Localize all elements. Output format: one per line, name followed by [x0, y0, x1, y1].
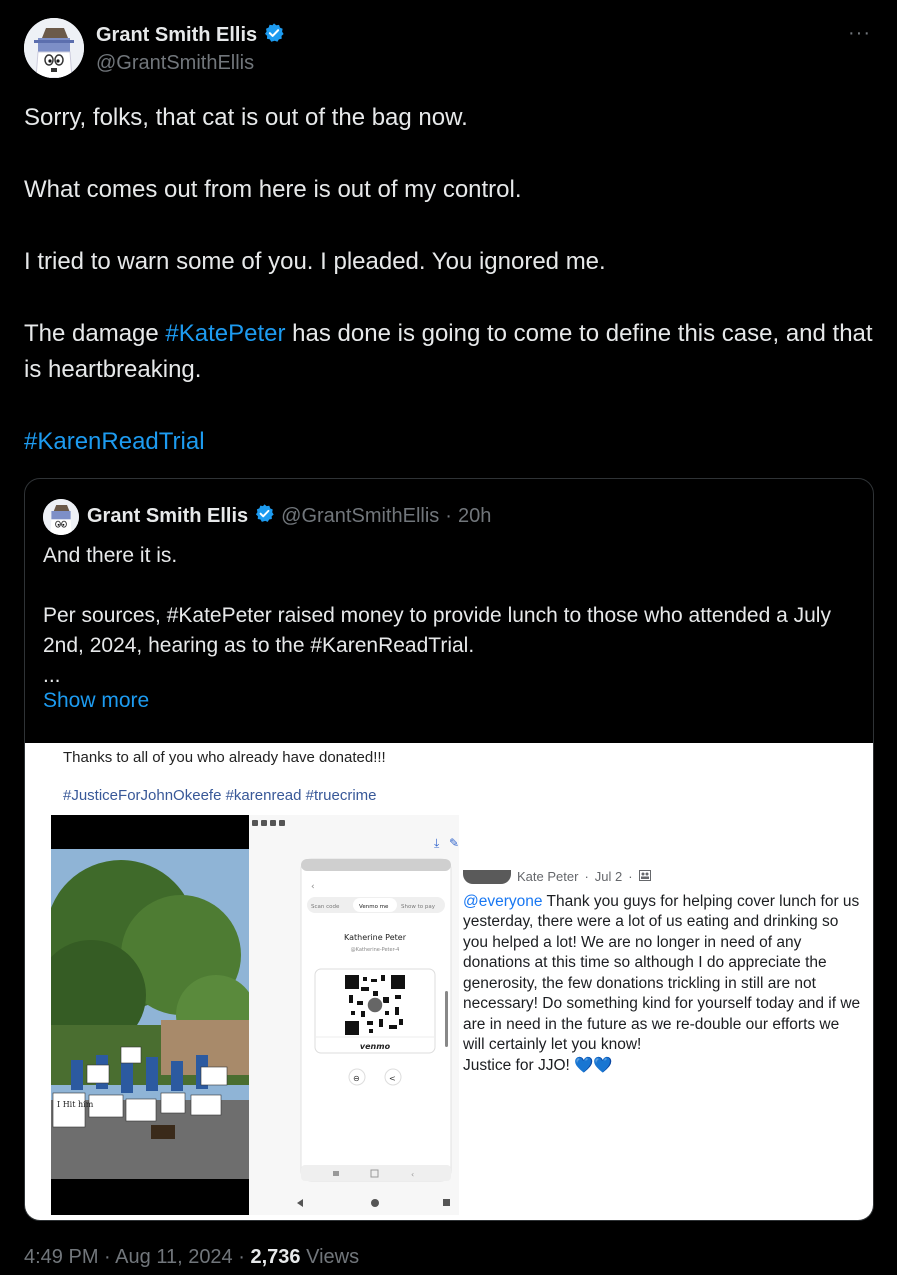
svg-text:✎: ✎ — [449, 836, 459, 850]
author-avatar[interactable] — [24, 18, 84, 78]
quote-line-1: And there it is. — [43, 544, 178, 567]
quote-line-2: Per sources, #KatePeter raised money to provide lunch to those who attended a July 2nd, 2024, hearing as to the #KarenReadTrial. — [43, 604, 831, 657]
post-time[interactable]: 4:49 PM — [24, 1246, 99, 1268]
hashtag-link[interactable]: #KarenReadTrial — [24, 428, 205, 455]
post-date[interactable]: Aug 11, 2024 — [115, 1246, 233, 1268]
quote-media-image[interactable] — [25, 743, 874, 1221]
views-label: Views — [306, 1246, 360, 1268]
fb-author: Kate Peter — [517, 869, 579, 884]
quote-author-handle[interactable]: @GrantSmithEllis — [281, 505, 440, 527]
svg-text:⤓: ⤓ — [434, 836, 440, 850]
fb-post-header: Kate Peter · Jul 2 · — [463, 867, 863, 888]
quote-timestamp[interactable]: 20h — [457, 505, 492, 527]
fb-mention: @everyone — [463, 892, 543, 910]
author-display-name[interactable]: Grant Smith Ellis — [96, 24, 258, 46]
author-name-row — [96, 22, 285, 49]
venmo-tab-scan: Scan code — [311, 904, 340, 910]
tweet-line-2: What comes out from here is out of my control. — [24, 176, 522, 203]
fb-post-closing: Justice for JJO! 💙💙 — [463, 1056, 613, 1074]
fb-post-body: @everyone Thank you guys for helping cover lunch for us yesterday, there were a lot of us eating and drinking so you helped a lot! We are no longer in need of any donations at this time so although I do appreciate the generosity, the few donations trickling in still are not necessary! Do something kind for yourself today and if we are in need in the future as we re-double our efforts we will certainly let you know! — [463, 892, 861, 1053]
hashtag-link[interactable]: #KatePeter — [165, 320, 286, 347]
quote-author-avatar[interactable] — [43, 499, 79, 535]
media-caption-1: Thanks to all of you who already have donated!!! — [63, 749, 386, 766]
more-options-icon[interactable]: ··· — [848, 22, 871, 44]
sign-text: I Hit him — [57, 1100, 94, 1109]
tweet-line-4: The damage #KatePeter has done is going to come to define this case, and that is heartbreaking. — [24, 320, 873, 383]
svg-text:⊖: ⊖ — [353, 1074, 360, 1083]
show-more-link[interactable]: Show more — [43, 689, 150, 712]
author-handle[interactable]: @GrantSmithEllis — [96, 52, 255, 74]
venmo-tab-me: Venmo me — [359, 904, 389, 910]
quote-text — [43, 541, 863, 691]
fb-avatar — [463, 870, 511, 884]
svg-text:<: < — [389, 1074, 396, 1083]
verified-badge-icon[interactable] — [263, 22, 285, 49]
protest-photo — [51, 815, 249, 1215]
quote-dot-separator: · — [445, 505, 452, 527]
fb-group-icon — [639, 867, 651, 888]
quoted-tweet[interactable] — [24, 478, 874, 1221]
quote-author-name[interactable]: Grant Smith Ellis — [87, 505, 249, 527]
tweet-line-3: I tried to warn some of you. I pleaded. You ignored me. — [24, 248, 606, 275]
verified-badge-icon — [254, 503, 275, 530]
svg-text:‹: ‹ — [311, 882, 315, 892]
facebook-post-screenshot — [463, 867, 863, 1076]
fb-date: Jul 2 — [594, 869, 623, 884]
venmo-user-name: Katherine Peter — [344, 933, 406, 942]
quote-ellipsis: ... — [43, 664, 61, 687]
quote-header — [87, 503, 491, 530]
venmo-user-handle: @Katherine-Peter-4 — [350, 947, 400, 953]
views-count: 2,736 — [250, 1246, 301, 1268]
venmo-phone-screenshot — [249, 815, 459, 1215]
media-caption-2: #JusticeForJohnOkeefe #karenread #truecrime — [63, 787, 377, 804]
venmo-tab-pay: Show to pay — [401, 904, 435, 910]
tweet-line-5 — [24, 424, 874, 460]
tweet-line-1: Sorry, folks, that cat is out of the bag now. — [24, 104, 468, 131]
venmo-brand: venmo — [359, 1042, 391, 1051]
tweet-footer: 4:49 PM · Aug 11, 2024 · 2,736 Views — [24, 1246, 360, 1268]
svg-text:‹: ‹ — [411, 1170, 415, 1179]
tweet-text — [24, 100, 874, 460]
